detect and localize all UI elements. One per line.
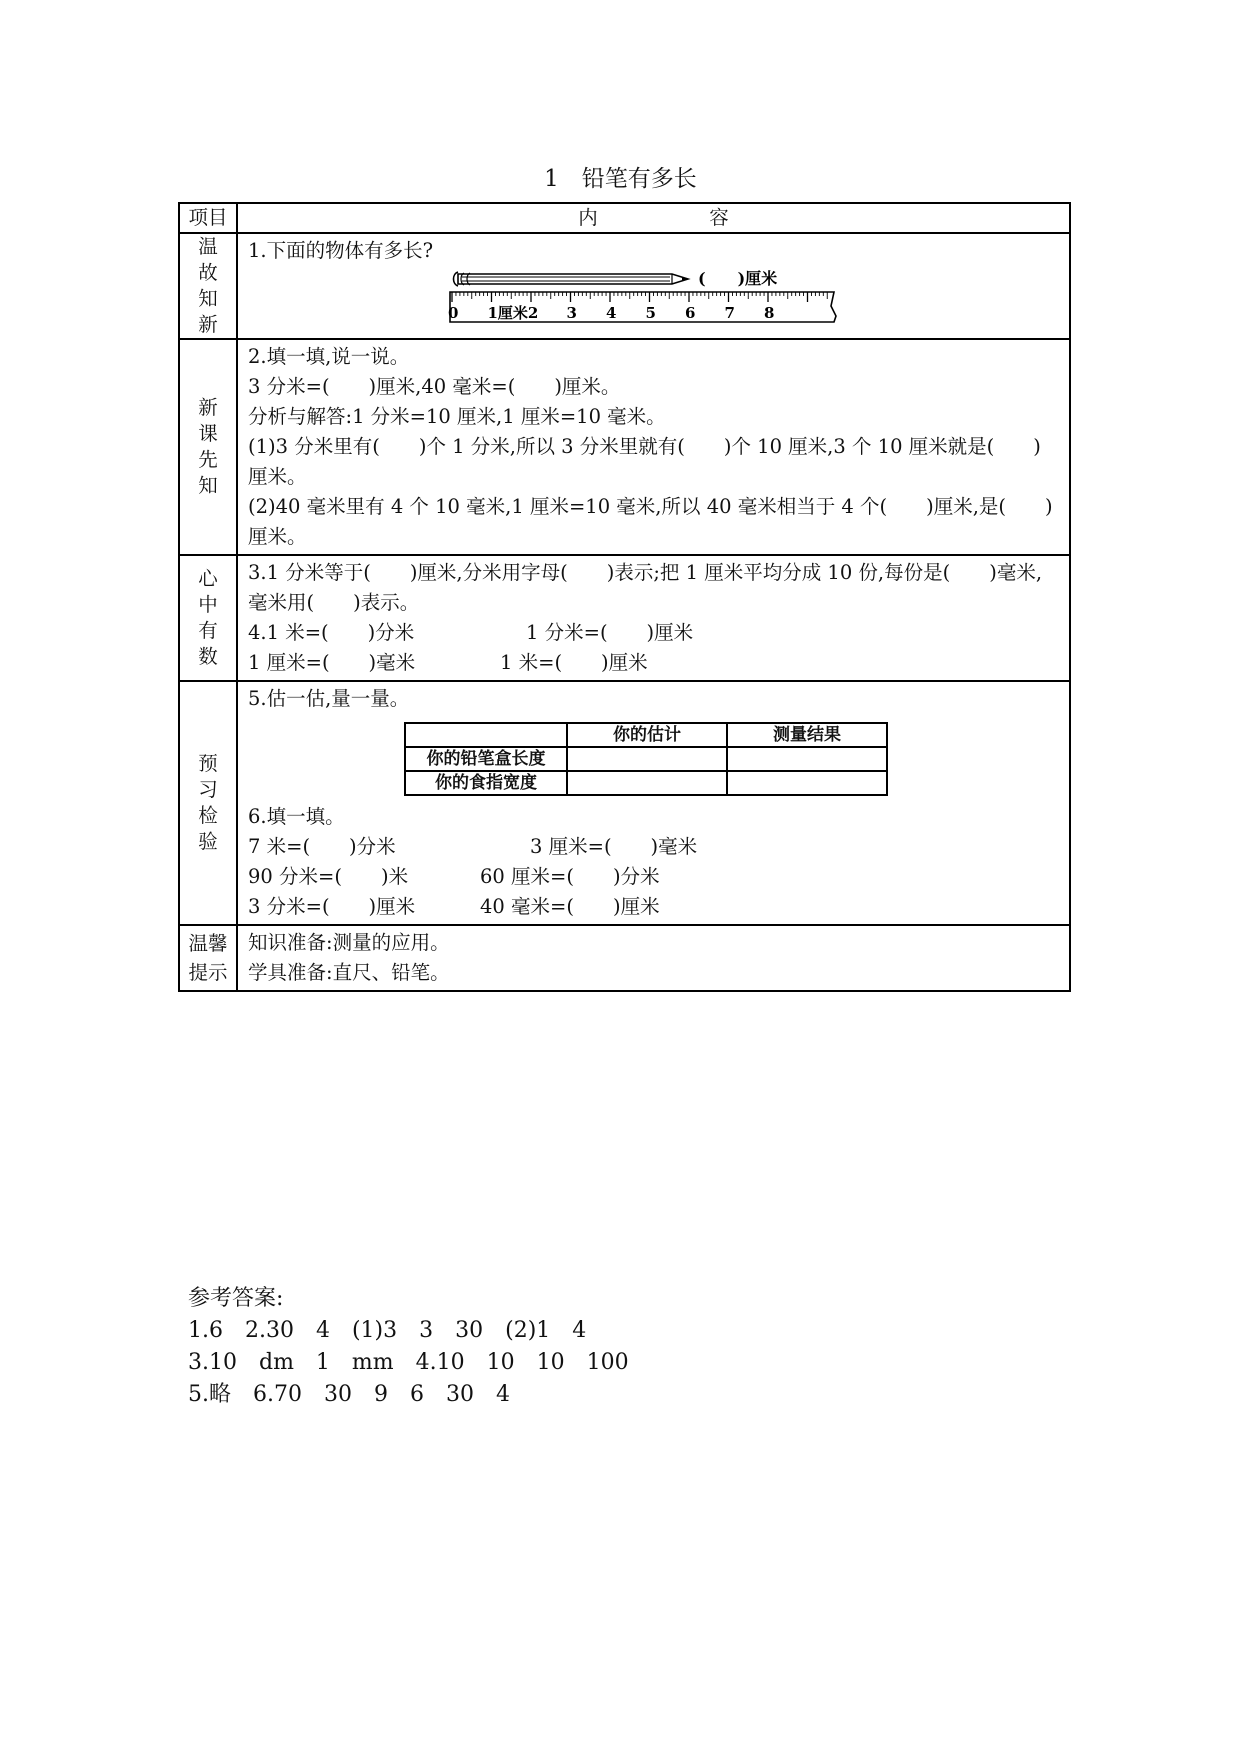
answer-key: [188, 1283, 629, 1411]
estimate-header-row: 你的估计 测量结果: [405, 723, 887, 747]
question-3: 3.1 分米等于( )厘米,分米用字母( )表示;把 1 厘米平均分成 10 份,每份是( )毫米,毫米用( )表示。: [248, 561, 1043, 614]
question-4-line-1: 4.1 米=( )分米 1 分米=( )厘米: [248, 621, 694, 644]
table-row: [179, 681, 1070, 925]
tool-prep: 学具准备:直尺、铅笔。: [248, 961, 450, 984]
table-row: [179, 555, 1070, 681]
row-label-wengu: 温故知新: [179, 233, 237, 339]
answer-line: 3.10 dm 1 mm 4.10 10 10 100: [188, 1350, 629, 1375]
row-content-xinzhong: [237, 555, 1070, 681]
ruler-svg: [448, 260, 868, 330]
ruler-tick-label: 1厘米2: [487, 304, 539, 322]
row-label-xinke: 新课先知: [179, 339, 237, 555]
header-content: 内 容: [237, 203, 1070, 233]
ruler-tick-label: 0: [448, 304, 459, 322]
worksheet-table: [178, 202, 1071, 992]
question-2-blanks: 3 分米=( )厘米,40 毫米=( )厘米。: [248, 375, 621, 398]
answer-heading: 参考答案:: [188, 1286, 284, 1311]
estimate-table: [404, 722, 888, 796]
row-label-tishi: 温馨提示: [179, 925, 237, 991]
knowledge-prep: 知识准备:测量的应用。: [248, 931, 450, 954]
table-row: [179, 233, 1070, 339]
pencil-icon: [454, 272, 689, 286]
ruler-tick-label: 8: [764, 304, 775, 322]
answer-line: 5.略 6.70 30 9 6 30 4: [188, 1382, 510, 1407]
ruler-tick-label: 6: [685, 304, 696, 322]
answer-line: 1.6 2.30 4 (1)3 3 30 (2)1 4: [188, 1318, 587, 1343]
question-2: 2.填一填,说一说。: [248, 345, 410, 368]
estimate-row: 你的食指宽度: [405, 771, 887, 795]
table-header-row: [179, 203, 1070, 233]
question-5: 5.估一估,量一量。: [248, 687, 410, 710]
header-item: 项目: [179, 203, 237, 233]
ruler-tick-label: 5: [645, 304, 656, 322]
ruler-answer-label: ( )厘米: [698, 269, 778, 288]
analysis-step-1: (1)3 分米里有( )个 1 分米,所以 3 分米里就有( )个 10 厘米,3 个 10 厘米就是( )厘米。: [248, 435, 1041, 488]
question-4-line-2: 1 厘米=( )毫米 1 米=( )厘米: [248, 651, 648, 674]
ruler-figure: [248, 266, 1059, 334]
row-content-xinke: [237, 339, 1070, 555]
ruler-tick-label: 3: [566, 304, 577, 322]
page-title: 1 铅笔有多长: [544, 166, 697, 192]
analysis: 分析与解答:1 分米=10 厘米,1 厘米=10 毫米。: [248, 405, 666, 428]
analysis-step-2: (2)40 毫米里有 4 个 10 毫米,1 厘米=10 毫米,所以 40 毫米相当于 4 个( )厘米,是( )厘米。: [248, 495, 1053, 548]
table-row: [179, 925, 1070, 991]
row-content-yuxi: [237, 681, 1070, 925]
question-6-line-3: 3 分米=( )厘米 40 毫米=( )厘米: [248, 895, 660, 918]
row-label-xinzhong: 心中有数: [179, 555, 237, 681]
row-content-wengu: [237, 233, 1070, 339]
row-label-yuxi: 预习检验: [179, 681, 237, 925]
question-6: 6.填一填。: [248, 805, 345, 828]
estimate-row: 你的铅笔盒长度: [405, 747, 887, 771]
table-row: [179, 339, 1070, 555]
question-6-line-1: 7 米=( )分米 3 厘米=( )毫米: [248, 835, 698, 858]
row-content-tishi: [237, 925, 1070, 991]
question-1: 1.下面的物体有多长?: [248, 239, 434, 262]
ruler-tick-label: 7: [724, 304, 735, 322]
question-6-line-2: 90 分米=( )米 60 厘米=( )分米: [248, 865, 660, 888]
ruler-tick-label: 4: [606, 304, 617, 322]
